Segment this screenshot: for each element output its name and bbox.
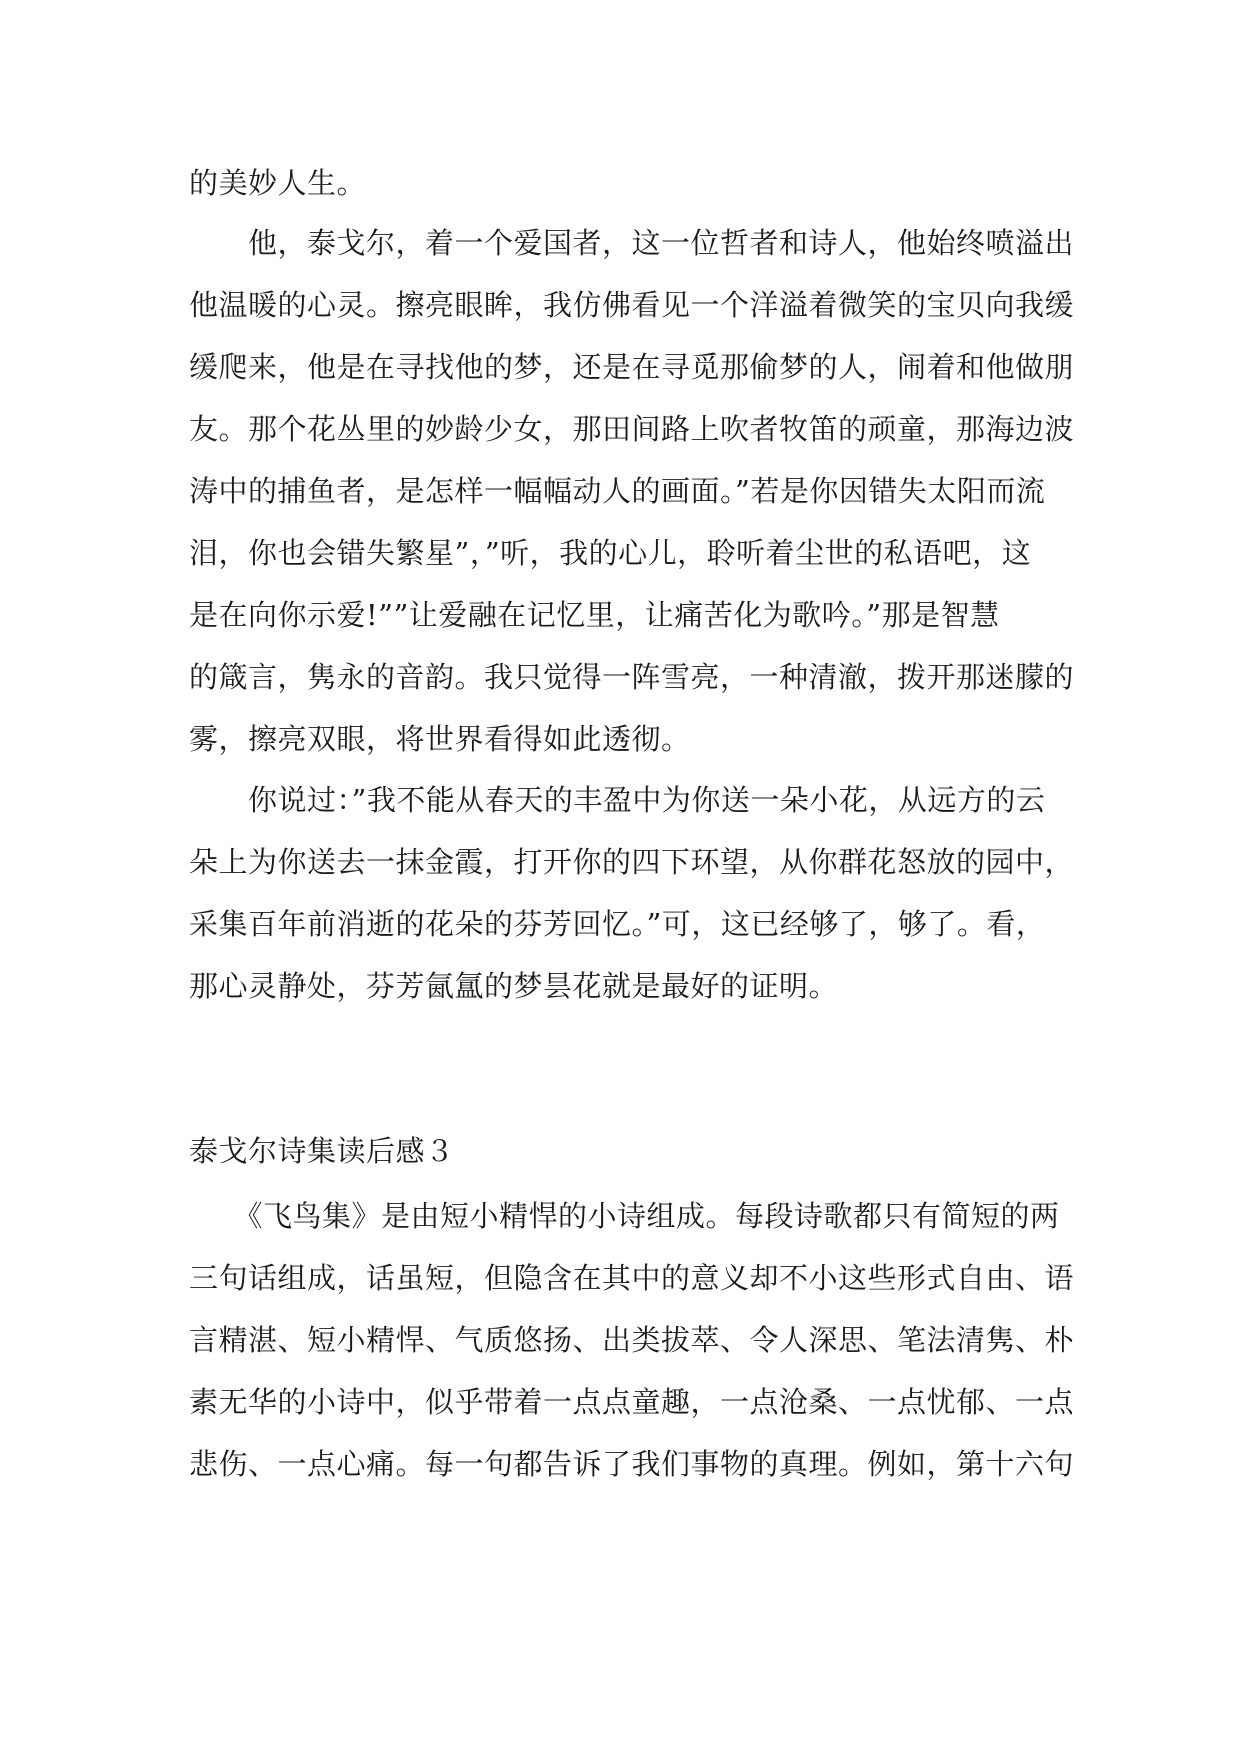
heading-text: 泰戈尔诗集读后感３: [189, 1134, 455, 1168]
text-line: 友。那个花丛里的妙龄少女，那田间路上吹者牧笛的顽童，那海边波: [189, 412, 1075, 446]
text-line: 的美妙人生。: [189, 166, 367, 200]
text-line: 缓爬来，他是在寻找他的梦，还是在寻觅那偷梦的人，闹着和他做朋: [189, 350, 1075, 384]
text-line: 《飞鸟集》是由短小精悍的小诗组成。每段诗歌都只有简短的两: [189, 1199, 1060, 1233]
text-line: 他，泰戈尔，着一个爱国者，这一位哲者和诗人，他始终喷溢出: [189, 226, 1075, 260]
text-line: 悲伤、一点心痛。每一句都告诉了我们事物的真理。例如，第十六句: [189, 1447, 1075, 1481]
text-line: 言精湛、短小精悍、气质悠扬、出类拔萃、令人深思、笔法清隽、朴: [189, 1323, 1075, 1357]
paragraph-3: [189, 1185, 1075, 1495]
text-line: 你说过：”我不能从春天的丰盈中为你送一朵小花，从远方的云: [189, 783, 1046, 817]
text-line: 的箴言，隽永的音韵。我只觉得一阵雪亮，一种清澈，拨开那迷朦的: [189, 660, 1075, 694]
section-heading: [189, 1120, 1053, 1182]
text-line: 泪，你也会错失繁星”，”听，我的心儿，聆听着尘世的私语吧，这: [189, 536, 1032, 570]
paragraph-1: [189, 212, 1075, 770]
text-line: 雾，擦亮双眼，将世界看得如此透彻。: [189, 722, 691, 756]
paragraph-2: [189, 769, 1075, 1017]
text-line: 采集百年前消逝的花朵的芬芳回忆。”可，这已经够了，够了。看，: [189, 907, 1046, 941]
text-line: 素无华的小诗中，似乎带着一点点童趣，一点沧桑、一点忧郁、一点: [189, 1385, 1075, 1419]
text-line: 涛中的捕鱼者，是怎样一幅幅动人的画面。”若是你因错失太阳而流: [189, 474, 1046, 508]
text-line: 朵上为你送去一抹金霞，打开你的四下环望，从你群花怒放的园中，: [189, 845, 1075, 879]
text-line: 三句话组成，话虽短，但隐含在其中的意义却不小这些形式自由、语: [189, 1261, 1075, 1295]
continuation-line: [189, 152, 1053, 214]
text-line: 他温暖的心灵。擦亮眼眸，我仿佛看见一个洋溢着微笑的宝贝向我缓: [189, 288, 1075, 322]
text-line: 是在向你示爱!””让爱融在记忆里，让痛苦化为歌吟。”那是智慧: [189, 598, 1000, 632]
text-line: 那心灵静处，芬芳氤氲的梦昙花就是最好的证明。: [189, 969, 839, 1003]
